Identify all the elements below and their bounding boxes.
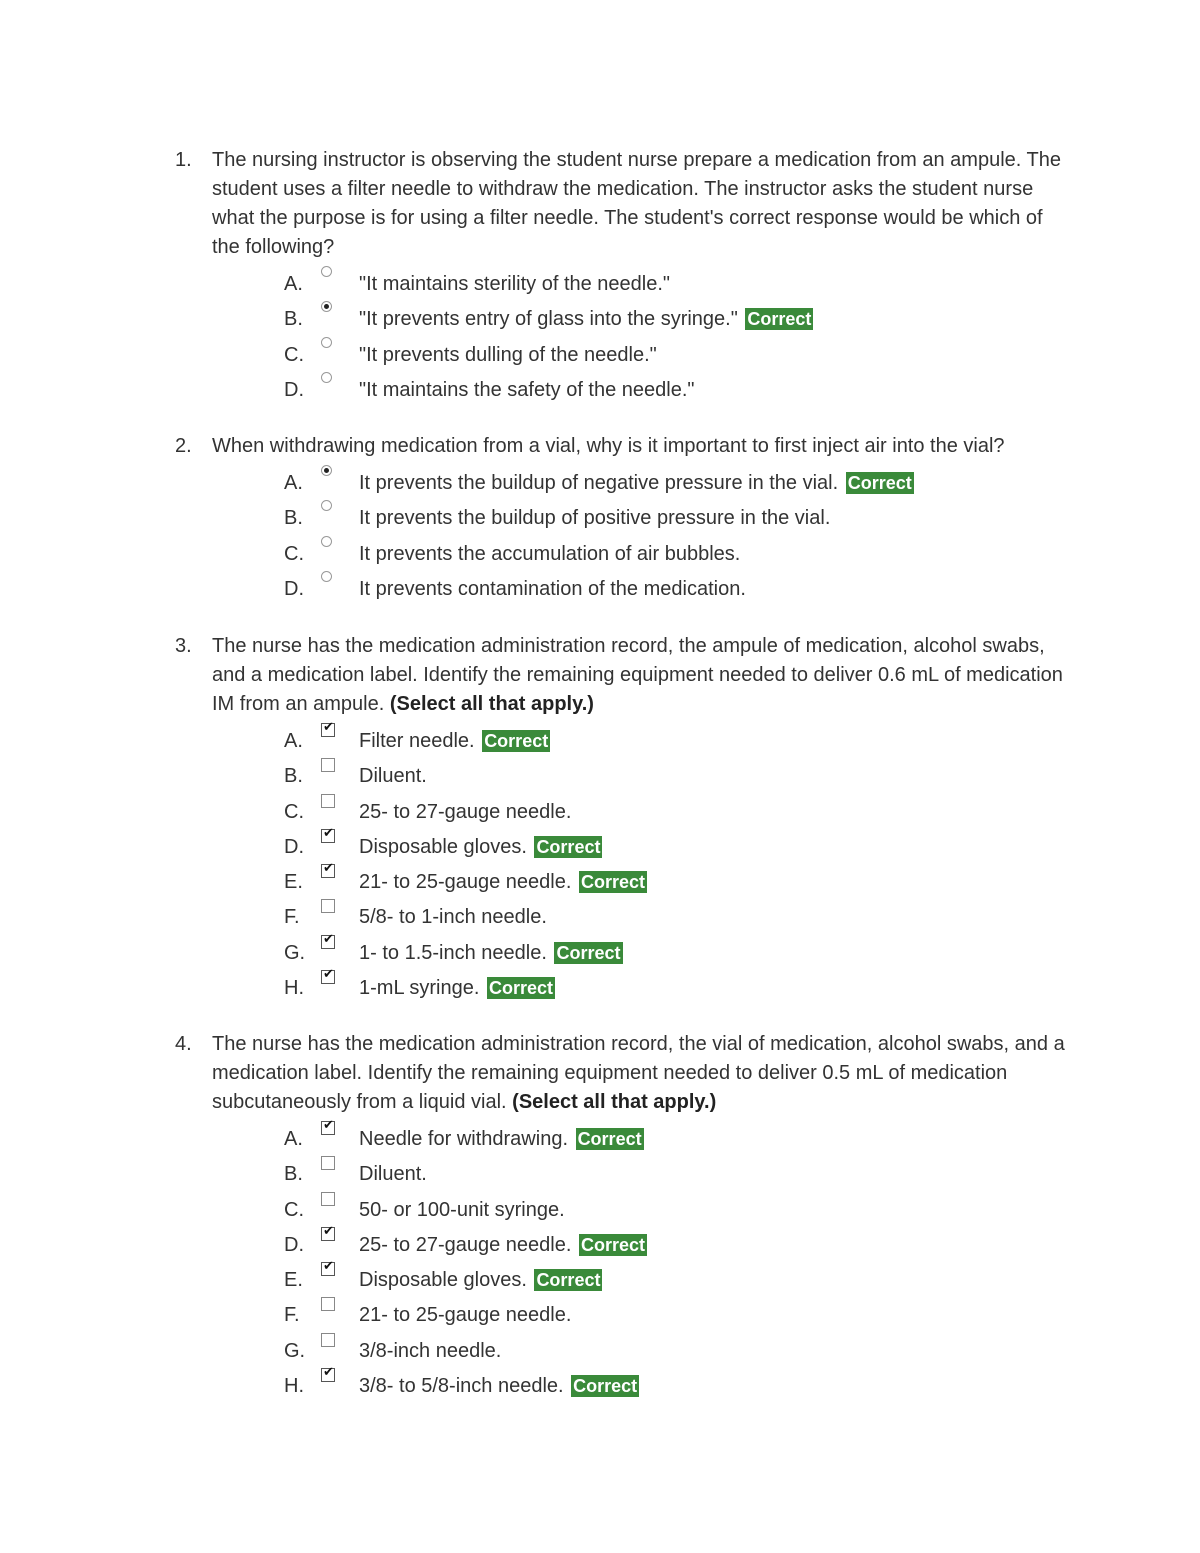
radio-button[interactable] — [321, 536, 332, 547]
radio-button-selected[interactable] — [321, 301, 332, 312]
option-text: It prevents the buildup of negative pressure in the vial. — [359, 472, 839, 494]
answer-option — [175, 1259, 1075, 1297]
question-text — [212, 146, 1067, 262]
option-text-wrap — [359, 730, 550, 753]
option-letter: E. — [284, 1269, 303, 1292]
option-text: 5/8- to 1-inch needle. — [359, 906, 547, 929]
question-number: 2. — [175, 435, 192, 457]
option-letter: B. — [284, 507, 303, 530]
option-text: Diluent. — [359, 765, 427, 788]
option-text-wrap — [359, 906, 547, 929]
option-text: 1-mL syringe. — [359, 977, 480, 1000]
option-text: 50- or 100-unit syringe. — [359, 1198, 565, 1221]
answer-option — [175, 967, 1075, 1005]
option-text: "It maintains sterility of the needle." — [359, 273, 671, 295]
option-letter: B. — [284, 765, 303, 788]
checkmark-icon: ✔ — [323, 1223, 334, 1239]
option-text-wrap — [359, 507, 830, 530]
option-letter: A. — [284, 472, 303, 494]
option-text: 1- to 1.5-inch needle. — [359, 941, 547, 964]
option-text: It prevents the buildup of positive pressure in the vial. — [359, 507, 831, 530]
option-text-wrap — [359, 836, 602, 859]
question-1 — [175, 146, 1075, 407]
answer-option — [175, 1118, 1075, 1156]
correct-badge: Correct — [556, 942, 621, 963]
correct-badge: Correct — [573, 1376, 638, 1397]
option-letter: B. — [284, 1163, 303, 1186]
checkbox[interactable] — [321, 1192, 335, 1206]
checkbox-checked[interactable] — [321, 1223, 335, 1241]
option-letter: F. — [284, 1304, 300, 1327]
option-letter: D. — [284, 577, 304, 600]
question-stem: The nurse has the medication administration record, the ampule of medication, alcohol swabs, and a medication label. Identify the remaining equipment needed to deliver 0.6 mL of medication IM from an ampule. — [212, 635, 1063, 715]
checkbox-checked[interactable] — [321, 720, 335, 737]
answer-option — [175, 794, 1075, 829]
option-text: "It prevents dulling of the needle." — [359, 343, 657, 366]
answer-option — [175, 1192, 1075, 1227]
correct-badge: Correct — [580, 872, 645, 893]
option-letter: D. — [284, 1233, 304, 1256]
checkmark-icon: ✔ — [323, 1118, 334, 1133]
option-text: It prevents contamination of the medication. — [359, 577, 746, 600]
option-text: Needle for withdrawing. — [359, 1128, 568, 1150]
radio-button[interactable] — [321, 372, 332, 383]
answer-option — [175, 536, 1075, 571]
option-text-wrap — [359, 1340, 501, 1363]
option-letter: A. — [284, 1128, 303, 1150]
radio-button-selected[interactable] — [321, 465, 332, 476]
option-text-wrap — [359, 1199, 565, 1222]
option-text-wrap — [359, 801, 571, 824]
option-letter: A. — [284, 273, 303, 295]
question-text — [212, 432, 1067, 461]
answer-option — [175, 1156, 1075, 1191]
correct-badge: Correct — [580, 1234, 645, 1255]
option-text: "It prevents entry of glass into the syringe." — [359, 308, 738, 331]
option-letter: B. — [284, 308, 303, 331]
option-text-wrap — [359, 1234, 647, 1257]
answer-options — [175, 1118, 1075, 1403]
option-text: Disposable gloves. — [359, 1269, 527, 1292]
option-text-wrap — [359, 1304, 571, 1327]
option-text-wrap — [359, 871, 647, 894]
checkbox-checked[interactable] — [321, 1118, 335, 1135]
option-letter: D. — [284, 835, 304, 858]
option-text: 21- to 25-gauge needle. — [359, 871, 572, 894]
checkmark-icon: ✔ — [323, 1259, 334, 1275]
question-row — [175, 1030, 1075, 1117]
checkbox-checked[interactable] — [321, 967, 335, 984]
option-text: Filter needle. — [359, 730, 475, 752]
checkmark-icon: ✔ — [323, 1365, 334, 1381]
question-row — [175, 632, 1075, 719]
option-letter: C. — [284, 343, 304, 366]
answer-option — [175, 1333, 1075, 1368]
question-row — [175, 432, 1075, 461]
answer-option — [175, 1223, 1075, 1262]
option-text-wrap — [359, 1269, 602, 1292]
option-letter: G. — [284, 1339, 306, 1362]
answer-option — [175, 861, 1075, 899]
correct-badge: Correct — [536, 1270, 601, 1291]
answer-option — [175, 1365, 1075, 1403]
answer-option — [175, 301, 1075, 336]
checkbox-checked[interactable] — [321, 931, 335, 949]
question-number: 1. — [175, 149, 192, 171]
option-text-wrap — [359, 344, 657, 367]
option-text-wrap — [359, 765, 427, 788]
option-text: 3/8- to 5/8-inch needle. — [359, 1375, 564, 1398]
correct-badge: Correct — [847, 473, 912, 493]
checkbox[interactable] — [321, 758, 335, 772]
option-letter: H. — [284, 1375, 304, 1398]
checkbox[interactable] — [321, 1156, 335, 1170]
question-number: 3. — [175, 635, 192, 657]
answer-option — [175, 758, 1075, 793]
question-stem: When withdrawing medication from a vial, why is it important to first inject air into the vial? — [212, 435, 1005, 457]
select-all-instruction: (Select all that apply.) — [512, 1091, 717, 1113]
correct-badge: Correct — [536, 836, 601, 857]
radio-button[interactable] — [321, 337, 332, 348]
option-letter: D. — [284, 378, 304, 401]
option-letter: C. — [284, 800, 304, 823]
answer-option — [175, 500, 1075, 535]
option-text: 3/8-inch needle. — [359, 1339, 502, 1362]
option-text-wrap — [359, 977, 555, 1000]
option-letter: H. — [284, 977, 304, 1000]
answer-option — [175, 720, 1075, 758]
question-stem: The nursing instructor is observing the student nurse prepare a medication from an ampule. The student uses a filter needle to withdraw the medication. The instructor asks the student nurse what the purpose is for using a filter needle. The student's correct response would be which of the following? — [212, 149, 1061, 258]
correct-badge: Correct — [484, 731, 549, 751]
answer-option — [175, 931, 1075, 970]
answer-options — [175, 465, 1075, 606]
answer-options — [175, 266, 1075, 407]
question-stem: The nurse has the medication administration record, the vial of medication, alcohol swabs, and a medication label. Identify the remaining equipment needed to deliver 0.5 mL of medication subcutaneously from a liquid vial. — [212, 1033, 1065, 1113]
checkbox-checked[interactable] — [321, 1259, 335, 1276]
question-2 — [175, 432, 1075, 606]
checkmark-icon: ✔ — [323, 931, 334, 947]
checkmark-icon: ✔ — [323, 861, 334, 877]
radio-button[interactable] — [321, 571, 332, 582]
option-letter: C. — [284, 1198, 304, 1221]
checkmark-icon: ✔ — [323, 825, 334, 841]
option-letter: F. — [284, 906, 300, 929]
question-4 — [175, 1030, 1075, 1403]
answer-option — [175, 372, 1075, 407]
option-text-wrap — [359, 472, 914, 495]
checkbox[interactable] — [321, 899, 335, 913]
option-text: Disposable gloves. — [359, 835, 527, 858]
correct-badge: Correct — [577, 1129, 642, 1149]
answer-option — [175, 1297, 1075, 1332]
question-text — [212, 1030, 1067, 1117]
checkmark-icon: ✔ — [323, 967, 334, 983]
answer-option — [175, 337, 1075, 372]
option-text-wrap — [359, 273, 670, 296]
answer-option — [175, 899, 1075, 934]
correct-badge: Correct — [747, 309, 812, 330]
checkmark-icon: ✔ — [323, 720, 334, 735]
checkbox-checked[interactable] — [321, 825, 335, 843]
option-text-wrap — [359, 379, 695, 402]
question-text — [212, 632, 1067, 719]
option-text-wrap — [359, 543, 740, 566]
option-text-wrap — [359, 1128, 644, 1151]
option-text: Diluent. — [359, 1163, 427, 1186]
checkbox-checked[interactable] — [321, 861, 335, 878]
option-text-wrap — [359, 1163, 427, 1186]
option-text: 25- to 27-gauge needle. — [359, 800, 572, 823]
answer-option — [175, 266, 1075, 301]
question-3 — [175, 632, 1075, 1005]
option-letter: A. — [284, 730, 303, 752]
answer-option — [175, 465, 1075, 500]
checkbox-checked[interactable] — [321, 1365, 335, 1382]
answer-options — [175, 720, 1075, 1005]
option-text-wrap — [359, 308, 813, 331]
option-letter: C. — [284, 542, 304, 565]
option-text-wrap — [359, 1375, 639, 1398]
question-number: 4. — [175, 1033, 192, 1055]
checkbox[interactable] — [321, 794, 335, 808]
select-all-instruction: (Select all that apply.) — [389, 693, 594, 715]
option-text-wrap — [359, 578, 746, 601]
option-letter: E. — [284, 871, 303, 894]
correct-badge: Correct — [488, 978, 554, 999]
option-letter: G. — [284, 941, 306, 964]
radio-button[interactable] — [321, 266, 332, 277]
radio-button[interactable] — [321, 500, 332, 511]
answer-option — [175, 571, 1075, 606]
option-text: "It maintains the safety of the needle." — [359, 378, 695, 401]
option-text-wrap — [359, 942, 623, 965]
checkbox[interactable] — [321, 1297, 335, 1311]
answer-option — [175, 825, 1075, 864]
option-text: 25- to 27-gauge needle. — [359, 1233, 572, 1256]
question-row — [175, 146, 1075, 262]
checkbox[interactable] — [321, 1333, 335, 1347]
option-text: 21- to 25-gauge needle. — [359, 1304, 572, 1327]
option-text: It prevents the accumulation of air bubbles. — [359, 542, 741, 565]
